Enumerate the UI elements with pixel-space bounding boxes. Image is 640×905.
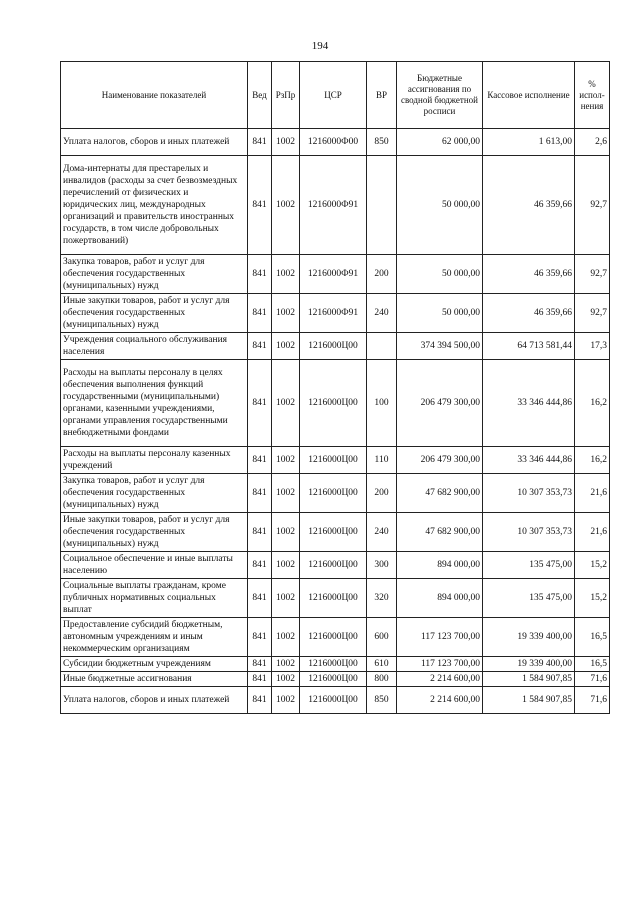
table-row [61, 333, 610, 360]
cell-budget: 47 682 900,00 [397, 513, 483, 552]
cell-rzpr: 1002 [272, 579, 300, 618]
cell-csr: 1216000Ф00 [300, 129, 367, 156]
cell-ved: 841 [248, 333, 272, 360]
table-row [61, 474, 610, 513]
cell-csr: 1216000Ц00 [300, 360, 367, 447]
cell-name: Расходы на выплаты персоналу казенных учреждений [61, 447, 248, 474]
table-header-row [61, 62, 610, 129]
cell-pct: 21,6 [575, 513, 610, 552]
cell-name: Закупка товаров, работ и услуг для обеспечения государственных (муниципальных) нужд [61, 474, 248, 513]
cell-pct: 15,2 [575, 579, 610, 618]
header-pct: % испол-нения [575, 62, 610, 129]
cell-cash: 135 475,00 [483, 579, 575, 618]
cell-rzpr: 1002 [272, 294, 300, 333]
cell-name: Закупка товаров, работ и услуг для обеспечения государственных (муниципальных) нужд [61, 255, 248, 294]
table-row [61, 672, 610, 687]
cell-csr: 1216000Ц00 [300, 552, 367, 579]
table-row [61, 255, 610, 294]
cell-rzpr: 1002 [272, 156, 300, 255]
cell-csr: 1216000Ц00 [300, 447, 367, 474]
cell-ved: 841 [248, 255, 272, 294]
table-row [61, 579, 610, 618]
cell-budget: 50 000,00 [397, 156, 483, 255]
cell-csr: 1216000Ц00 [300, 333, 367, 360]
cell-pct: 92,7 [575, 294, 610, 333]
cell-vr: 610 [367, 657, 397, 672]
cell-vr: 850 [367, 129, 397, 156]
cell-ved: 841 [248, 672, 272, 687]
page-number: 194 [311, 40, 329, 52]
table-row [61, 447, 610, 474]
cell-name: Уплата налогов, сборов и иных платежей [61, 129, 248, 156]
cell-cash: 19 339 400,00 [483, 618, 575, 657]
header-vr: ВР [367, 62, 397, 129]
cell-cash: 19 339 400,00 [483, 657, 575, 672]
cell-vr: 320 [367, 579, 397, 618]
cell-cash: 1 613,00 [483, 129, 575, 156]
cell-csr: 1216000Ф91 [300, 294, 367, 333]
cell-pct: 71,6 [575, 687, 610, 714]
cell-name: Социальное обеспечение и иные выплаты населению [61, 552, 248, 579]
cell-cash: 64 713 581,44 [483, 333, 575, 360]
cell-csr: 1216000Ц00 [300, 513, 367, 552]
cell-vr: 600 [367, 618, 397, 657]
table-body [61, 129, 610, 714]
cell-cash: 46 359,66 [483, 156, 575, 255]
table-row [61, 360, 610, 447]
cell-pct: 16,2 [575, 360, 610, 447]
cell-rzpr: 1002 [272, 552, 300, 579]
cell-name: Иные бюджетные ассигнования [61, 672, 248, 687]
cell-name: Иные закупки товаров, работ и услуг для обеспечения государственных (муниципальных) нужд [61, 294, 248, 333]
table-row [61, 156, 610, 255]
cell-cash: 1 584 907,85 [483, 672, 575, 687]
cell-vr: 850 [367, 687, 397, 714]
cell-budget: 2 214 600,00 [397, 672, 483, 687]
cell-vr: 200 [367, 255, 397, 294]
cell-ved: 841 [248, 687, 272, 714]
cell-budget: 374 394 500,00 [397, 333, 483, 360]
cell-budget: 894 000,00 [397, 579, 483, 618]
cell-csr: 1216000Ф91 [300, 255, 367, 294]
cell-budget: 206 479 300,00 [397, 360, 483, 447]
cell-ved: 841 [248, 129, 272, 156]
cell-ved: 841 [248, 513, 272, 552]
cell-name: Расходы на выплаты персоналу в целях обеспечения выполнения функций государственными (муниципальными) органами, казенными учреждениями, органами управления государственными внебюджетными фондами [61, 360, 248, 447]
cell-name: Дома-интернаты для престарелых и инвалидов (расходы за счет безвозмездных перечислений от физических и юридических лиц, международных организаций и правительств иностранных государств, в том числе добровольных пожертвований) [61, 156, 248, 255]
cell-name: Социальные выплаты гражданам, кроме публичных нормативных социальных выплат [61, 579, 248, 618]
table-row [61, 129, 610, 156]
cell-csr: 1216000Ц00 [300, 579, 367, 618]
cell-rzpr: 1002 [272, 360, 300, 447]
cell-vr [367, 333, 397, 360]
table-row [61, 657, 610, 672]
cell-cash: 10 307 353,73 [483, 474, 575, 513]
cell-ved: 841 [248, 294, 272, 333]
cell-vr: 100 [367, 360, 397, 447]
cell-pct: 92,7 [575, 255, 610, 294]
cell-vr: 110 [367, 447, 397, 474]
cell-csr: 1216000Ц00 [300, 657, 367, 672]
cell-budget: 47 682 900,00 [397, 474, 483, 513]
cell-budget: 894 000,00 [397, 552, 483, 579]
cell-ved: 841 [248, 474, 272, 513]
cell-ved: 841 [248, 360, 272, 447]
cell-budget: 117 123 700,00 [397, 618, 483, 657]
cell-cash: 46 359,66 [483, 255, 575, 294]
cell-budget: 50 000,00 [397, 294, 483, 333]
cell-rzpr: 1002 [272, 618, 300, 657]
cell-csr: 1216000Ц00 [300, 672, 367, 687]
cell-name: Субсидии бюджетным учреждениям [61, 657, 248, 672]
cell-rzpr: 1002 [272, 513, 300, 552]
cell-pct: 21,6 [575, 474, 610, 513]
cell-vr: 240 [367, 294, 397, 333]
cell-budget: 206 479 300,00 [397, 447, 483, 474]
cell-rzpr: 1002 [272, 447, 300, 474]
cell-name: Предоставление субсидий бюджетным, автономным учреждениям и иным некоммерческим организациям [61, 618, 248, 657]
cell-rzpr: 1002 [272, 474, 300, 513]
header-ved: Вед [248, 62, 272, 129]
cell-vr: 300 [367, 552, 397, 579]
cell-cash: 46 359,66 [483, 294, 575, 333]
header-name: Наименование показателей [61, 62, 248, 129]
cell-rzpr: 1002 [272, 687, 300, 714]
cell-cash: 10 307 353,73 [483, 513, 575, 552]
cell-cash: 135 475,00 [483, 552, 575, 579]
cell-pct: 15,2 [575, 552, 610, 579]
cell-csr: 1216000Ц00 [300, 474, 367, 513]
table-row [61, 552, 610, 579]
header-rzpr: РзПр [272, 62, 300, 129]
cell-rzpr: 1002 [272, 129, 300, 156]
table-row [61, 513, 610, 552]
cell-rzpr: 1002 [272, 333, 300, 360]
cell-rzpr: 1002 [272, 657, 300, 672]
cell-pct: 2,6 [575, 129, 610, 156]
cell-pct: 16,5 [575, 657, 610, 672]
table-row [61, 618, 610, 657]
cell-cash: 1 584 907,85 [483, 687, 575, 714]
table-row [61, 687, 610, 714]
cell-budget: 50 000,00 [397, 255, 483, 294]
cell-budget: 62 000,00 [397, 129, 483, 156]
cell-vr: 200 [367, 474, 397, 513]
cell-pct: 16,2 [575, 447, 610, 474]
cell-ved: 841 [248, 618, 272, 657]
cell-vr: 800 [367, 672, 397, 687]
cell-cash: 33 346 444,86 [483, 447, 575, 474]
cell-ved: 841 [248, 657, 272, 672]
cell-name: Иные закупки товаров, работ и услуг для обеспечения государственных (муниципальных) нужд [61, 513, 248, 552]
cell-rzpr: 1002 [272, 255, 300, 294]
table-row [61, 294, 610, 333]
cell-csr: 1216000Ц00 [300, 687, 367, 714]
cell-cash: 33 346 444,86 [483, 360, 575, 447]
cell-name: Учреждения социального обслуживания населения [61, 333, 248, 360]
cell-csr: 1216000Ц00 [300, 618, 367, 657]
cell-vr: 240 [367, 513, 397, 552]
cell-ved: 841 [248, 156, 272, 255]
budget-execution-table [60, 61, 610, 714]
cell-ved: 841 [248, 447, 272, 474]
cell-pct: 17,3 [575, 333, 610, 360]
header-budget: Бюджетные ассигнования по сводной бюджетной росписи [397, 62, 483, 129]
cell-pct: 92,7 [575, 156, 610, 255]
cell-name: Уплата налогов, сборов и иных платежей [61, 687, 248, 714]
cell-budget: 2 214 600,00 [397, 687, 483, 714]
cell-csr: 1216000Ф91 [300, 156, 367, 255]
cell-pct: 71,6 [575, 672, 610, 687]
header-csr: ЦСР [300, 62, 367, 129]
cell-pct: 16,5 [575, 618, 610, 657]
cell-ved: 841 [248, 579, 272, 618]
cell-vr [367, 156, 397, 255]
header-cash: Кассовое исполнение [483, 62, 575, 129]
cell-rzpr: 1002 [272, 672, 300, 687]
cell-ved: 841 [248, 552, 272, 579]
cell-budget: 117 123 700,00 [397, 657, 483, 672]
